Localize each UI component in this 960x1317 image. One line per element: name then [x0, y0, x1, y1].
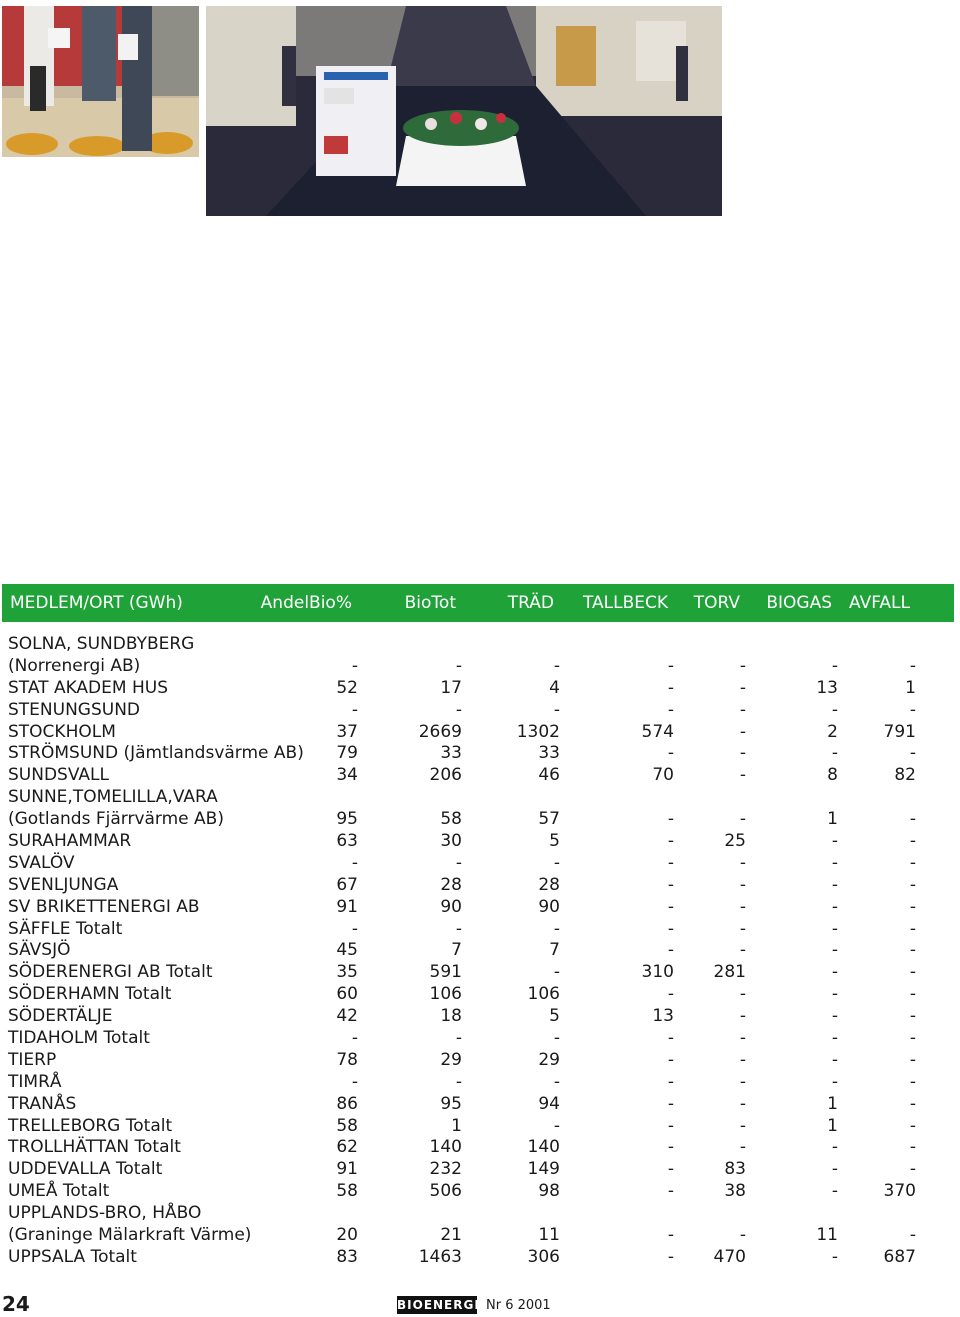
cell-torv: 83	[724, 1159, 746, 1180]
cell-tallbeck: -	[667, 940, 674, 961]
table-row	[0, 1028, 960, 1050]
cell-biotot: 206	[429, 765, 462, 786]
cell-trad: 90	[538, 896, 560, 917]
table-row	[0, 853, 960, 875]
cell-tallbeck: -	[667, 1049, 674, 1070]
cell-avfall: -	[909, 1159, 916, 1180]
cell-member: SÄFFLE Totalt	[8, 918, 123, 939]
cell-trad: 5	[549, 831, 560, 852]
cell-biogas: -	[831, 655, 838, 676]
cell-biotot: 506	[429, 1181, 462, 1202]
cell-tallbeck: -	[667, 831, 674, 852]
cell-andel-bio: 20	[336, 1225, 358, 1246]
cell-trad: -	[553, 1071, 560, 1092]
table-row	[0, 1159, 960, 1181]
cell-trad: 98	[538, 1181, 560, 1202]
cell-tallbeck: -	[667, 1159, 674, 1180]
cell-trad: -	[553, 655, 560, 676]
cell-avfall: -	[909, 1115, 916, 1136]
cell-andel-bio: 86	[336, 1093, 358, 1114]
cell-tallbeck: -	[667, 896, 674, 917]
cell-andel-bio: 35	[336, 962, 358, 983]
cell-tallbeck: -	[667, 918, 674, 939]
cell-biotot: 140	[429, 1137, 462, 1158]
cell-biotot: -	[455, 918, 462, 939]
table-row	[0, 1247, 960, 1269]
cell-tallbeck: -	[667, 1115, 674, 1136]
cell-biogas: -	[831, 984, 838, 1005]
cell-trad: 5	[549, 1006, 560, 1027]
cell-torv: -	[739, 1115, 746, 1136]
table-row	[0, 1072, 960, 1094]
cell-torv: 470	[713, 1246, 746, 1267]
cell-torv: 25	[724, 831, 746, 852]
cell-andel-bio: 45	[336, 940, 358, 961]
table-row	[0, 1137, 960, 1159]
cell-torv: -	[739, 655, 746, 676]
table-row	[0, 1203, 960, 1225]
cell-avfall: -	[909, 1071, 916, 1092]
cell-biogas: -	[831, 1006, 838, 1027]
cell-avfall: -	[909, 1049, 916, 1070]
cell-member: UMEÅ Totalt	[8, 1181, 110, 1202]
header-biotot: BioTot	[404, 593, 456, 613]
cell-tallbeck: -	[667, 1246, 674, 1267]
cell-andel-bio: 37	[336, 721, 358, 742]
cell-trad: -	[553, 699, 560, 720]
table-row	[0, 700, 960, 722]
cell-biotot: -	[455, 655, 462, 676]
table-row	[0, 656, 960, 678]
cell-torv: -	[739, 1225, 746, 1246]
cell-biotot: 7	[451, 940, 462, 961]
bioenergi-logo: BIOENERGI	[397, 1298, 480, 1312]
cell-member: TIERP	[8, 1049, 57, 1070]
cell-avfall: -	[909, 1137, 916, 1158]
table-row	[0, 765, 960, 787]
cell-biotot: 28	[440, 874, 462, 895]
cell-biogas: -	[831, 1159, 838, 1180]
cell-andel-bio: 63	[336, 831, 358, 852]
cell-biogas: 1	[827, 1115, 838, 1136]
cell-avfall: -	[909, 809, 916, 830]
cell-biogas: -	[831, 1137, 838, 1158]
cell-member: UDDEVALLA Totalt	[8, 1159, 163, 1180]
cell-biogas: -	[831, 1028, 838, 1049]
table-row	[0, 1116, 960, 1138]
header-biogas: BIOGAS	[766, 593, 832, 613]
cell-biotot: 2669	[418, 721, 462, 742]
cell-member: TRELLEBORG Totalt	[8, 1115, 173, 1136]
table-row	[0, 984, 960, 1006]
cell-avfall: -	[909, 874, 916, 895]
cell-trad: -	[553, 1028, 560, 1049]
cell-trad: 1302	[516, 721, 560, 742]
cell-member: UPPSALA Totalt	[8, 1246, 137, 1267]
cell-biogas: -	[831, 874, 838, 895]
cell-tallbeck: -	[667, 852, 674, 873]
cell-avfall: -	[909, 1006, 916, 1027]
cell-torv: -	[739, 765, 746, 786]
cell-trad: 306	[527, 1246, 560, 1267]
cell-member: STAT AKADEM HUS	[8, 677, 168, 698]
cell-member: TIMRÅ	[8, 1071, 62, 1092]
table-row	[0, 940, 960, 962]
cell-biotot: 1	[451, 1115, 462, 1136]
cell-tallbeck: -	[667, 1181, 674, 1202]
photo-people-standing	[2, 6, 199, 157]
cell-tallbeck: -	[667, 677, 674, 698]
cell-andel-bio: 67	[336, 874, 358, 895]
cell-tallbeck: -	[667, 743, 674, 764]
cell-biogas: -	[831, 918, 838, 939]
issue-label: Nr 6 2001	[486, 1298, 551, 1313]
cell-trad: 7	[549, 940, 560, 961]
cell-avfall: -	[909, 852, 916, 873]
cell-biogas: 11	[816, 1225, 838, 1246]
cell-biogas: 8	[827, 765, 838, 786]
cell-torv: -	[739, 1049, 746, 1070]
cell-tallbeck: 13	[652, 1006, 674, 1027]
table-row	[0, 678, 960, 700]
cell-avfall: -	[909, 896, 916, 917]
cell-torv: -	[739, 940, 746, 961]
photo-exhibition-hall	[206, 6, 722, 216]
table-row	[0, 831, 960, 853]
cell-avfall: 687	[883, 1246, 916, 1267]
cell-avfall: 82	[894, 765, 916, 786]
cell-member: STRÖMSUND (Jämtlandsvärme AB)	[8, 743, 304, 764]
cell-torv: -	[739, 852, 746, 873]
cell-andel-bio: 95	[336, 809, 358, 830]
cell-member: SÖDERENERGI AB Totalt	[8, 962, 213, 983]
cell-biotot: 591	[429, 962, 462, 983]
table-row	[0, 897, 960, 919]
cell-trad: 46	[538, 765, 560, 786]
cell-avfall: -	[909, 918, 916, 939]
cell-andel-bio: -	[351, 1028, 358, 1049]
cell-avfall: -	[909, 831, 916, 852]
cell-member: SÖDERHAMN Totalt	[8, 984, 172, 1005]
table-body	[0, 634, 960, 1269]
cell-tallbeck: -	[667, 984, 674, 1005]
cell-andel-bio: 79	[336, 743, 358, 764]
cell-biogas: -	[831, 896, 838, 917]
cell-avfall: -	[909, 1028, 916, 1049]
cell-avfall: -	[909, 743, 916, 764]
cell-biogas: -	[831, 1246, 838, 1267]
cell-trad: 11	[538, 1225, 560, 1246]
cell-avfall: -	[909, 655, 916, 676]
cell-biogas: -	[831, 699, 838, 720]
cell-avfall: 1	[905, 677, 916, 698]
cell-biotot: 33	[440, 743, 462, 764]
table-row	[0, 919, 960, 941]
cell-biogas: -	[831, 1071, 838, 1092]
cell-andel-bio: -	[351, 699, 358, 720]
cell-biogas: -	[831, 962, 838, 983]
cell-biotot: 30	[440, 831, 462, 852]
cell-torv: -	[739, 1093, 746, 1114]
cell-biotot: 17	[440, 677, 462, 698]
cell-tallbeck: 310	[641, 962, 674, 983]
cell-member: (Graninge Mälarkraft Värme)	[8, 1225, 252, 1246]
cell-tallbeck: -	[667, 655, 674, 676]
cell-biogas: -	[831, 1049, 838, 1070]
cell-trad: 29	[538, 1049, 560, 1070]
cell-andel-bio: 62	[336, 1137, 358, 1158]
cell-torv: -	[739, 677, 746, 698]
cell-member: SÄVSJÖ	[8, 940, 71, 961]
cell-tallbeck: -	[667, 809, 674, 830]
cell-member: SVENLJUNGA	[8, 874, 119, 895]
cell-tallbeck: -	[667, 1071, 674, 1092]
cell-member: SV BRIKETTENERGI AB	[8, 896, 200, 917]
cell-trad: -	[553, 918, 560, 939]
header-tallbeck: TALLBECK	[582, 593, 668, 613]
cell-member: (Gotlands Fjärrvärme AB)	[8, 809, 224, 830]
cell-andel-bio: 60	[336, 984, 358, 1005]
table-row	[0, 634, 960, 656]
cell-biogas: -	[831, 852, 838, 873]
cell-member: STENUNGSUND	[8, 699, 141, 720]
header-andel-bio: AndelBio%	[260, 593, 352, 613]
table-row	[0, 962, 960, 984]
cell-trad: 57	[538, 809, 560, 830]
cell-biotot: -	[455, 852, 462, 873]
cell-trad: 33	[538, 743, 560, 764]
table-row	[0, 1094, 960, 1116]
cell-tallbeck: -	[667, 1093, 674, 1114]
cell-member: (Norrenergi AB)	[8, 655, 141, 676]
table-row	[0, 1006, 960, 1028]
cell-torv: -	[739, 721, 746, 742]
cell-andel-bio: 58	[336, 1181, 358, 1202]
page-number: 24	[2, 1292, 30, 1316]
cell-trad: 149	[527, 1159, 560, 1180]
cell-torv: 281	[713, 962, 746, 983]
table-row	[0, 875, 960, 897]
cell-torv: -	[739, 1028, 746, 1049]
cell-andel-bio: 42	[336, 1006, 358, 1027]
cell-torv: -	[739, 809, 746, 830]
cell-torv: 38	[724, 1181, 746, 1202]
cell-andel-bio: -	[351, 852, 358, 873]
table-row	[0, 743, 960, 765]
cell-trad: -	[553, 1115, 560, 1136]
table-row	[0, 787, 960, 809]
cell-torv: -	[739, 984, 746, 1005]
cell-member: SÖDERTÄLJE	[8, 1006, 113, 1027]
cell-andel-bio: -	[351, 1071, 358, 1092]
table-row	[0, 809, 960, 831]
cell-biogas: -	[831, 831, 838, 852]
cell-biotot: 90	[440, 896, 462, 917]
cell-member: SOLNA, SUNDBYBERG	[8, 634, 195, 654]
cell-avfall: 791	[883, 721, 916, 742]
cell-tallbeck: -	[667, 874, 674, 895]
cell-tallbeck: -	[667, 699, 674, 720]
cell-avfall: -	[909, 984, 916, 1005]
cell-tallbeck: -	[667, 1225, 674, 1246]
cell-andel-bio: 78	[336, 1049, 358, 1070]
cell-biogas: -	[831, 743, 838, 764]
cell-biotot: 18	[440, 1006, 462, 1027]
cell-avfall: -	[909, 1093, 916, 1114]
cell-andel-bio: -	[351, 655, 358, 676]
table-row	[0, 1181, 960, 1203]
table-header	[2, 584, 954, 622]
cell-member: SUNDSVALL	[8, 765, 109, 786]
cell-torv: -	[739, 896, 746, 917]
cell-member: TRANÅS	[8, 1093, 77, 1114]
cell-biotot: 1463	[418, 1246, 462, 1267]
cell-biotot: 106	[429, 984, 462, 1005]
table-row	[0, 722, 960, 744]
cell-member: TIDAHOLM Totalt	[8, 1028, 150, 1049]
cell-biotot: 21	[440, 1225, 462, 1246]
cell-avfall: -	[909, 699, 916, 720]
cell-andel-bio: 52	[336, 677, 358, 698]
cell-trad: 140	[527, 1137, 560, 1158]
cell-andel-bio: 83	[336, 1246, 358, 1267]
cell-biogas: -	[831, 940, 838, 961]
cell-biotot: 95	[440, 1093, 462, 1114]
cell-avfall: 370	[883, 1181, 916, 1202]
cell-tallbeck: 70	[652, 765, 674, 786]
cell-biotot: -	[455, 699, 462, 720]
cell-biogas: 2	[827, 721, 838, 742]
cell-torv: -	[739, 874, 746, 895]
cell-biotot: 58	[440, 809, 462, 830]
cell-biogas: 1	[827, 1093, 838, 1114]
cell-andel-bio: -	[351, 918, 358, 939]
cell-avfall: -	[909, 940, 916, 961]
cell-torv: -	[739, 918, 746, 939]
cell-member: SURAHAMMAR	[8, 831, 132, 852]
cell-member: SVALÖV	[8, 852, 75, 873]
cell-biotot: 232	[429, 1159, 462, 1180]
cell-andel-bio: 34	[336, 765, 358, 786]
cell-trad: -	[553, 852, 560, 873]
cell-andel-bio: 91	[336, 1159, 358, 1180]
cell-member: SUNNE,TOMELILLA,VARA	[8, 787, 218, 808]
cell-avfall: -	[909, 1225, 916, 1246]
cell-andel-bio: 91	[336, 896, 358, 917]
header-torv: TORV	[693, 593, 740, 613]
cell-andel-bio: 58	[336, 1115, 358, 1136]
cell-tallbeck: -	[667, 1137, 674, 1158]
cell-avfall: -	[909, 962, 916, 983]
cell-tallbeck: -	[667, 1028, 674, 1049]
cell-member: TROLLHÄTTAN Totalt	[8, 1137, 181, 1158]
cell-biogas: 13	[816, 677, 838, 698]
cell-tallbeck: 574	[641, 721, 674, 742]
table-row	[0, 1050, 960, 1072]
header-avfall: AVFALL	[849, 593, 910, 613]
cell-trad: 4	[549, 677, 560, 698]
cell-trad: 28	[538, 874, 560, 895]
cell-trad: -	[553, 962, 560, 983]
cell-torv: -	[739, 1006, 746, 1027]
header-trad: TRÄD	[507, 593, 554, 613]
cell-member: UPPLANDS-BRO, HÅBO	[8, 1203, 202, 1224]
cell-torv: -	[739, 1137, 746, 1158]
cell-torv: -	[739, 743, 746, 764]
cell-biotot: -	[455, 1071, 462, 1092]
header-member: MEDLEM/ORT (GWh)	[10, 593, 183, 613]
cell-torv: -	[739, 699, 746, 720]
cell-biogas: -	[831, 1181, 838, 1202]
cell-torv: -	[739, 1071, 746, 1092]
cell-biotot: 29	[440, 1049, 462, 1070]
cell-biogas: 1	[827, 809, 838, 830]
cell-biotot: -	[455, 1028, 462, 1049]
cell-trad: 94	[538, 1093, 560, 1114]
cell-member: STOCKHOLM	[8, 721, 116, 742]
cell-trad: 106	[527, 984, 560, 1005]
table-row	[0, 1225, 960, 1247]
